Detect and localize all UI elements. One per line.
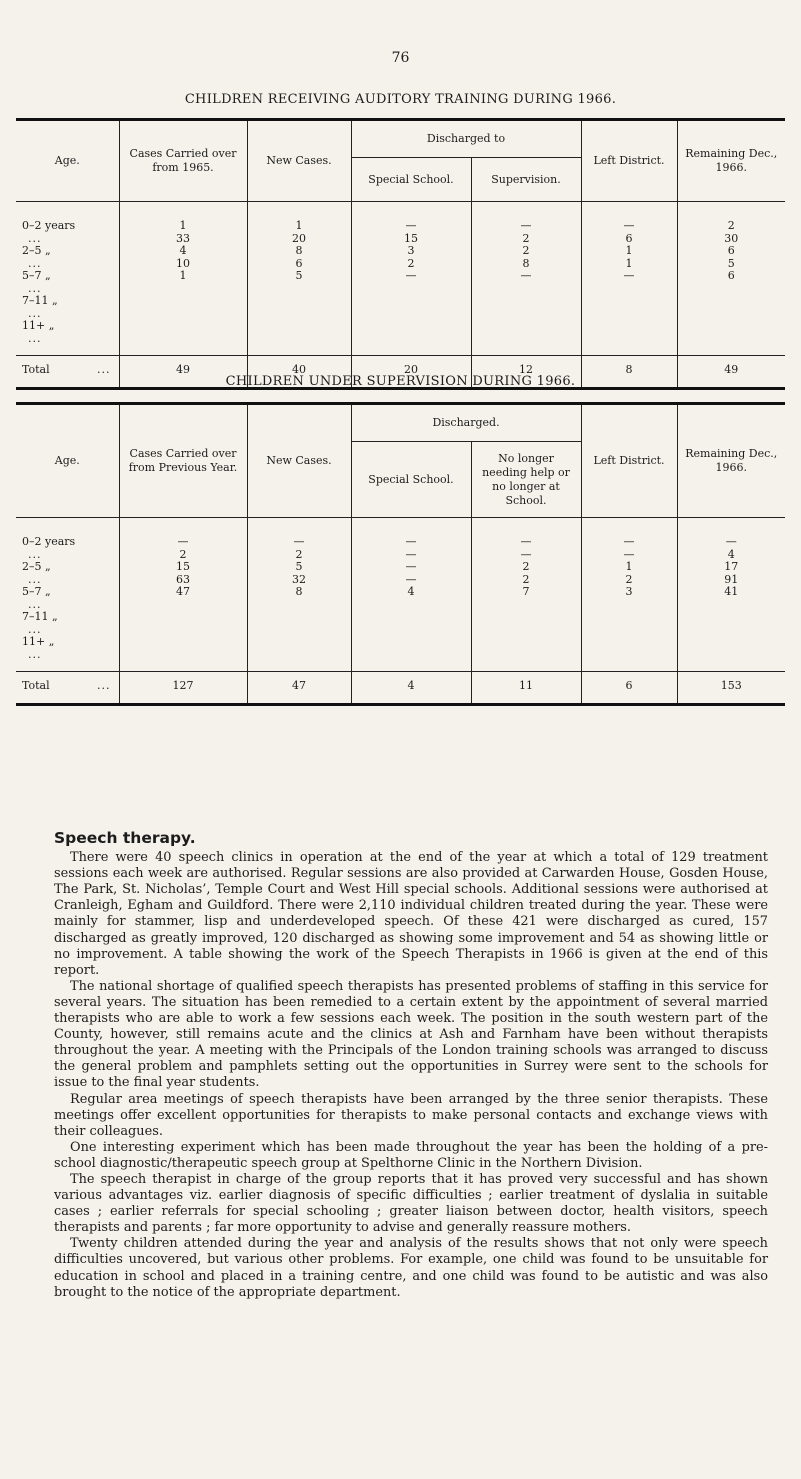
carried-over-column: — 2 15 63 47	[119, 518, 247, 672]
remaining-column: 2 30 6 5 6	[677, 202, 785, 356]
table1-title: CHILDREN RECEIVING AUDITORY TRAINING DURING 1966.	[184, 92, 617, 107]
section-heading: Speech therapy.	[54, 829, 196, 847]
new-cases-column: 1 20 8 6 5	[247, 202, 351, 356]
paragraph: Regular area meetings of speech therapists have been arranged by the three senior therapists. These meetings offer excellent opportunities for therapists to make personal contacts and exchange views with their colleagues.	[54, 1091, 768, 1139]
header-discharged: Discharged.	[351, 404, 581, 442]
header-special-school: Special School.	[351, 442, 471, 518]
total-row: Total ... 127 47 4 11 6 153	[16, 672, 785, 705]
header-new-cases: New Cases.	[247, 404, 351, 518]
new-cases-column: — 2 5 32 8	[247, 518, 351, 672]
header-age: Age.	[54, 454, 80, 467]
page-number: 76	[391, 50, 410, 66]
header-remaining: Remaining Dec., 1966.	[677, 120, 785, 202]
header-no-longer: No longer needing help or no longer at School.	[471, 442, 581, 518]
header-left-district: Left District.	[581, 120, 677, 202]
supervision-column: — 2 2 8 —	[471, 202, 581, 356]
header-carried-over: Cases Carried over from Previous Year.	[119, 404, 247, 518]
auditory-training-table	[16, 118, 785, 390]
header-new-cases: New Cases.	[247, 120, 351, 202]
header-remaining: Remaining Dec., 1966.	[677, 404, 785, 518]
supervision-table	[16, 402, 785, 706]
special-school-column: — — — — 4	[351, 518, 471, 672]
speech-therapy-section	[54, 830, 768, 1301]
header-carried-over: Cases Carried over from 1965.	[119, 120, 247, 202]
left-district-column: — 6 1 1 —	[581, 202, 677, 356]
header-age: Age.	[54, 154, 80, 167]
no-longer-column: — — 2 2 7	[471, 518, 581, 672]
paragraph: There were 40 speech clinics in operation at the end of the year at which a total of 129 treatment sessions each week are authorised. Regular sessions are also provided at Carwarden House, Gosden House, The Park, St. Nicholas’, Temple Court and West Hill special schools. Additional sessions were authorised at Cranleigh, Egham and Guildford. There were 2,110 individual children treated during the year. These were mainly for stammer, lisp and underdeveloped speech. Of these 421 were discharged as cured, 157 discharged as greatly improved, 120 discharged as showing some improvement and 54 as showing little or no improvement. A table showing the work of the Speech Therapists in 1966 is given at the end of this report.	[54, 850, 768, 978]
remaining-column: — 4 17 91 41	[677, 518, 785, 672]
paragraph: The national shortage of qualified speech therapists has presented problems of staffing in this service for several years. The situation has been remedied to a certain extent by the appointment of several married therapists who are able to work a few sessions each week. The position in the south western part of the County, however, still remains acute and the clinics at Ash and Farnham have been without therapists throughout the year. A meeting with the Principals of the London training schools was arranged to discuss the general problem and pamphlets setting out the opportunities in Surrey were sent to the schools for issue to the final year students.	[54, 978, 768, 1091]
header-supervision: Supervision.	[471, 158, 581, 202]
special-school-column: — 15 3 2 —	[351, 202, 471, 356]
age-column: 0–2 years ... 2–5 „ ... 5–7 „ ... 7–11 „ ... 11+ „ ...	[22, 219, 76, 345]
carried-over-column: 1 33 4 10 1	[119, 202, 247, 356]
paragraph: One interesting experiment which has been made throughout the year has been the holding of a pre-school diagnostic/therapeutic speech group at Spelthorne Clinic in the Northern Division.	[54, 1139, 768, 1171]
total-row: Total ... 49 40 20 12 8 49	[16, 356, 785, 389]
table2-title: CHILDREN UNDER SUPERVISION DURING 1966.	[225, 374, 576, 389]
paragraph: The speech therapist in charge of the group reports that it has proved very successful and has shown various advantages viz. earlier diagnosis of specific difficulties ; earlier treatment of dyslalia in suitable cases ; earlier referrals for special schooling ; greater liaison between doctor, health visitors, speech therapists and parents ; far more opportunity to advise and generally reassure mothers.	[54, 1171, 768, 1236]
paragraph: Twenty children attended during the year and analysis of the results shows that not only were speech difficulties uncovered, but various other problems. For example, one child was found to be unsuitable for education in school and placed in a training centre, and one child was found to be autistic and was also brought to the notice of the appropriate department.	[54, 1236, 768, 1300]
header-left-district: Left District.	[581, 404, 677, 518]
header-discharged-to: Discharged to	[351, 120, 581, 158]
left-district-column: — — 1 2 3	[581, 518, 677, 672]
age-column: 0–2 years ... 2–5 „ ... 5–7 „ ... 7–11 „ ... 11+ „ ...	[22, 535, 76, 661]
header-special-school: Special School.	[351, 158, 471, 202]
